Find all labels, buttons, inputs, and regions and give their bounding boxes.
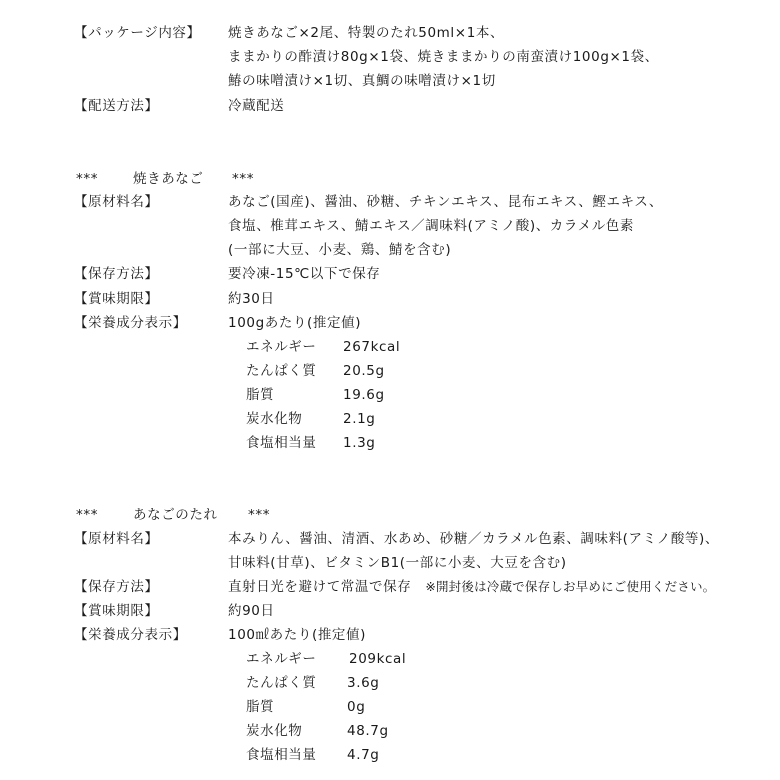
nutrition-name: 食塩相当量 (246, 435, 317, 451)
section-header-stars-left: *** (76, 507, 99, 523)
ingredients-label: 【原材料名】 (74, 194, 159, 210)
nutrition-value: 4.7g (347, 747, 380, 763)
section-header-stars-right: *** (232, 171, 255, 187)
nutrition-value: 1.3g (343, 435, 376, 451)
nutrition-name: エネルギー (246, 651, 317, 667)
nutrition-value: 209kcal (349, 651, 407, 667)
nutrition-value: 20.5g (343, 363, 385, 379)
nutrition-label: 【栄養成分表示】 (74, 627, 187, 643)
storage-label: 【保存方法】 (74, 266, 159, 282)
ingredients-line-2: 甘味料(甘草)、ビタミンB1(一部に小麦、大豆を含む) (228, 555, 567, 571)
storage-note: ※開封後は冷蔵で保存しお早めにご使用ください。 (425, 579, 716, 594)
ingredients-line-1: 本みりん、醤油、清酒、水あめ、砂糖／カラメル色素、調味料(アミノ酸等)、 (228, 531, 719, 547)
section-header-title: 焼きあなご (133, 171, 204, 187)
storage-label: 【保存方法】 (74, 579, 159, 595)
section-header-stars-right: *** (248, 507, 271, 523)
expiry-value: 約90日 (228, 603, 275, 619)
storage-value: 要冷凍-15℃以下で保存 (228, 266, 381, 282)
nutrition-value: 3.6g (347, 675, 380, 691)
storage-value-group (228, 576, 715, 598)
ingredients-label: 【原材料名】 (74, 531, 159, 547)
delivery-value: 冷蔵配送 (228, 98, 285, 114)
nutrition-name: 脂質 (246, 699, 275, 715)
ingredients-line-3: (一部に大豆、小麦、鶏、鯖を含む) (228, 242, 452, 258)
nutrition-name: たんぱく質 (246, 675, 317, 691)
expiry-label: 【賞味期限】 (74, 291, 159, 307)
nutrition-name: たんぱく質 (246, 363, 317, 379)
package-contents-label: 【パッケージ内容】 (74, 25, 201, 41)
ingredients-line-1: あなご(国産)、醤油、砂糖、チキンエキス、昆布エキス、鰹エキス、 (228, 194, 664, 210)
package-contents-line-3: 鰆の味噌漬け×1切、真鯛の味噌漬け×1切 (228, 73, 496, 89)
nutrition-value: 267kcal (343, 339, 401, 355)
nutrition-value: 48.7g (347, 723, 389, 739)
nutrition-basis: 100㎖あたり(推定値) (228, 627, 367, 643)
nutrition-value: 0g (347, 699, 366, 715)
nutrition-value: 19.6g (343, 387, 385, 403)
expiry-label: 【賞味期限】 (74, 603, 159, 619)
delivery-label: 【配送方法】 (74, 98, 159, 114)
nutrition-name: 脂質 (246, 387, 275, 403)
nutrition-label: 【栄養成分表示】 (74, 315, 187, 331)
nutrition-name: エネルギー (246, 339, 317, 355)
section-header-title: あなごのたれ (133, 507, 218, 523)
package-contents-line-1: 焼きあなご×2尾、特製のたれ50ml×1本、 (228, 25, 505, 41)
nutrition-basis: 100gあたり(推定値) (228, 315, 362, 331)
nutrition-value: 2.1g (343, 411, 376, 427)
nutrition-name: 炭水化物 (246, 411, 303, 427)
storage-value: 直射日光を避けて常温で保存 (228, 579, 412, 595)
section-header-stars-left: *** (76, 171, 99, 187)
nutrition-name: 炭水化物 (246, 723, 303, 739)
expiry-value: 約30日 (228, 291, 275, 307)
ingredients-line-2: 食塩、椎茸エキス、鯖エキス／調味料(アミノ酸)、カラメル色素 (228, 218, 634, 234)
package-contents-line-2: ままかりの酢漬け80g×1袋、焼きままかりの南蛮漬け100g×1袋、 (228, 49, 659, 65)
nutrition-name: 食塩相当量 (246, 747, 317, 763)
